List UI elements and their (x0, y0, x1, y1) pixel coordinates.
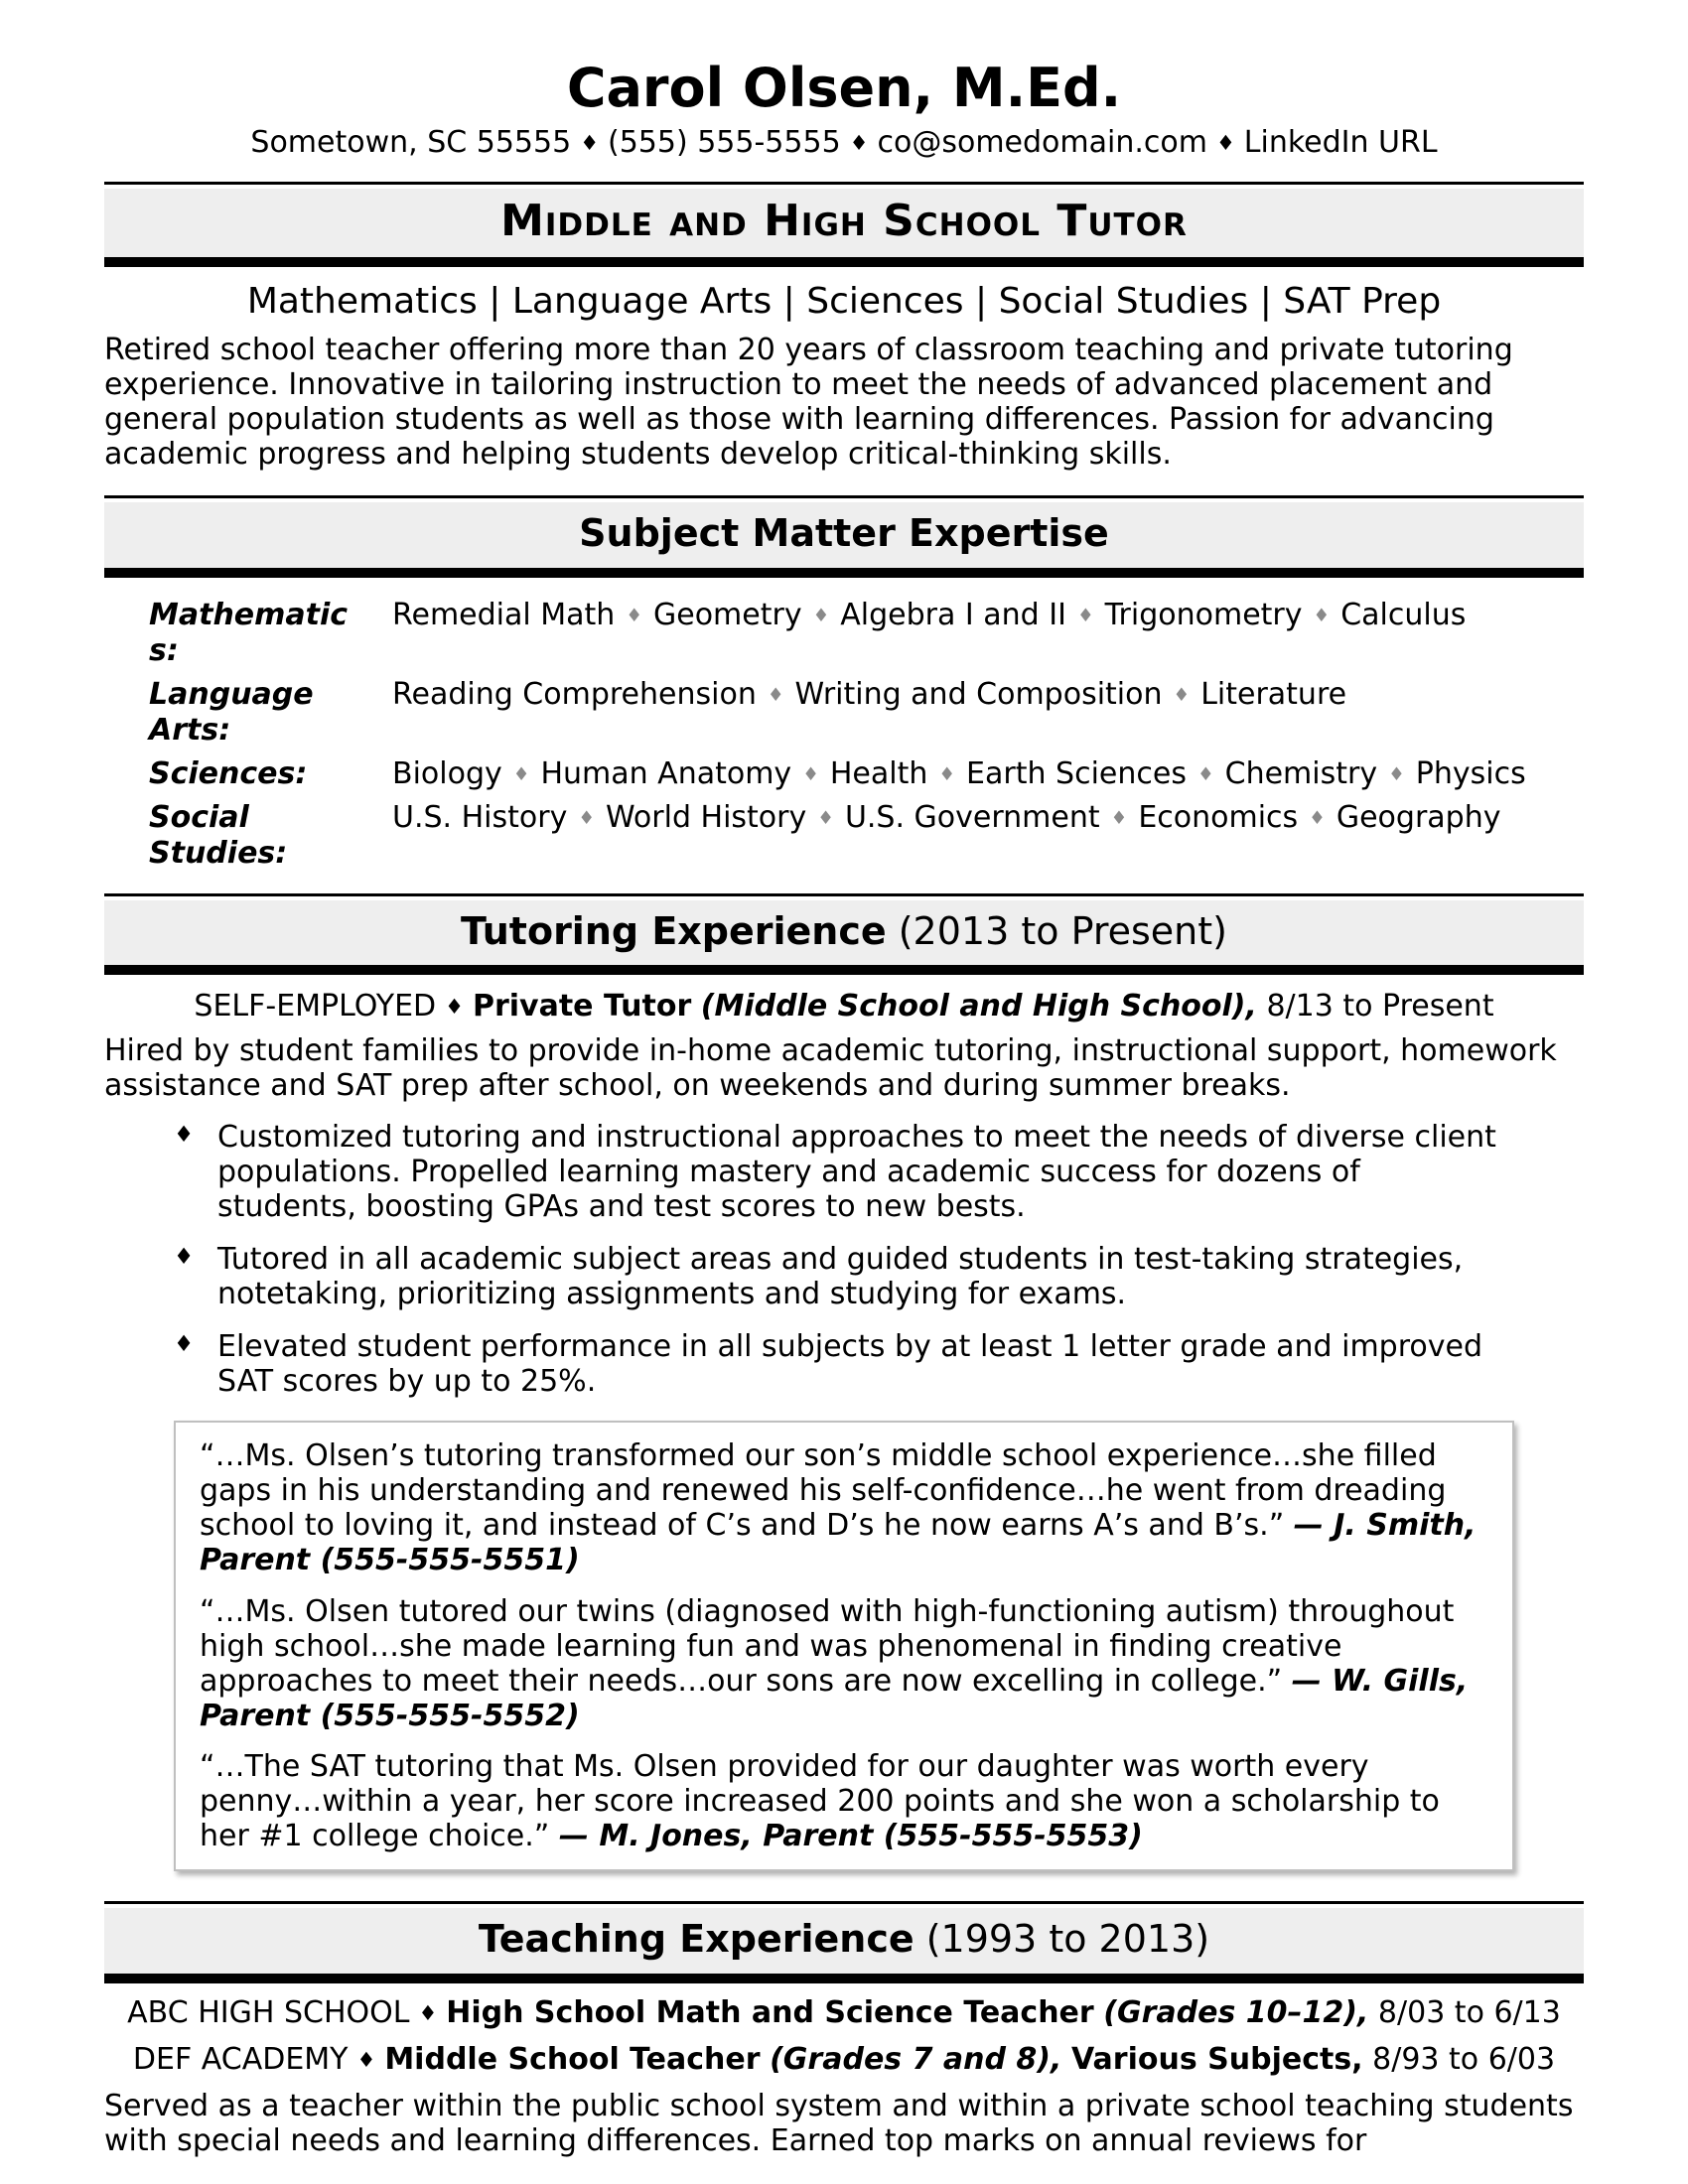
employer-name: DEF ACADEMY (132, 2041, 349, 2077)
diamond-bullet-icon: ♦ (174, 1121, 195, 1148)
bullet-item (174, 1329, 1584, 1399)
tutoring-heading (104, 900, 1584, 966)
expertise-item: Human Anatomy (540, 755, 792, 791)
job-grades: (Grades 7 and 8), (770, 2041, 1062, 2077)
expertise-item: Reading Comprehension (392, 676, 757, 712)
contact-email: co@somedomain.com (877, 125, 1207, 161)
testimonial-attribution: — M. Jones, Parent (555-555-5553) (558, 1819, 1143, 1854)
testimonial-attribution: — J. Smith, Parent (555-555-5551) (200, 1508, 1477, 1578)
diamond-icon: ♦ (1076, 605, 1094, 626)
job-grades: (Grades 10–12), (1103, 1994, 1369, 2030)
testimonial (200, 1438, 1488, 1577)
expertise-item: U.S. Government (844, 799, 1100, 835)
job-dates: 8/03 to 6/13 (1377, 1994, 1561, 2030)
expertise-values (392, 800, 1584, 872)
expertise-item: Literature (1200, 676, 1347, 712)
diamond-icon: ♦ (1196, 763, 1214, 785)
testimonial-quote: “…Ms. Olsen’s tutoring transformed our son’s middle school experience…she filled gaps in his understanding and renewed his self-confidence…he went from dreading school to loving it, and instead of C’s and D’s he now earns A’s and B’s.” (200, 1438, 1447, 1544)
expertise-label: Language Arts: (149, 676, 314, 748)
diamond-icon: ♦ (849, 131, 869, 156)
contact-location: Sometown, SC 55555 (250, 125, 572, 161)
section-heading-dates: (2013 to Present) (886, 908, 1227, 953)
tutoring-description: Hired by student families to provide in-home academic tutoring, instructional support, homework assistance and SAT prep after school, on weekends and during summer breaks. (104, 1033, 1557, 1104)
employer-name: ABC HIGH SCHOOL (127, 1994, 410, 2030)
tutoring-job-line (104, 989, 1584, 1024)
testimonial-quote: “…The SAT tutoring that Ms. Olsen provided for our daughter was worth every penny…within a year, her score increased 200 points and she won a scholarship to her #1 college choice.” (200, 1748, 1440, 1854)
subjects-line: Mathematics | Language Arts | Sciences | Social Studies | SAT Prep (246, 280, 1442, 322)
expertise-row (149, 756, 1584, 792)
expertise-values (392, 598, 1584, 669)
diamond-icon: ♦ (812, 605, 830, 626)
expertise-item: Chemistry (1224, 755, 1378, 791)
bullet-item (174, 1242, 1584, 1311)
diamond-icon: ♦ (767, 684, 784, 706)
diamond-icon: ♦ (445, 995, 464, 1020)
diamond-icon: ♦ (1173, 684, 1191, 706)
section-heading-text: Subject Matter Expertise (579, 511, 1109, 556)
title-band (104, 182, 1584, 267)
expertise-label: Sciences: (149, 755, 308, 791)
bullet-text: Tutored in all academic subject areas and guided students in test-taking strategies, notetaking, prioritizing assignments and studying for exams. (217, 1241, 1464, 1311)
job-title: Private Tutor (472, 989, 692, 1024)
teaching-heading (104, 1908, 1584, 1974)
expertise-item: U.S. History (392, 799, 568, 835)
diamond-icon: ♦ (580, 131, 600, 156)
tutoring-bullet-list (104, 1120, 1584, 1400)
expertise-table (149, 598, 1584, 872)
expertise-row (149, 598, 1584, 669)
job-subjects: Various Subjects, (1070, 2041, 1363, 2077)
expertise-item: Health (829, 755, 928, 791)
teaching-job-line (104, 2042, 1584, 2077)
expertise-item: Writing and Composition (794, 676, 1163, 712)
contact-phone: (555) 555-5555 (608, 125, 841, 161)
professional-title: Middle and High School Tutor (104, 189, 1584, 257)
diamond-icon: ♦ (1313, 605, 1331, 626)
diamond-icon: ♦ (938, 763, 956, 785)
diamond-bullet-icon: ♦ (174, 1331, 195, 1358)
bullet-text: Customized tutoring and instructional approaches to meet the needs of diverse client populations. Propelled learning mastery and academic success for dozens of students, boosting GPAs and test scores to new bests. (217, 1119, 1496, 1224)
expertise-band (104, 495, 1584, 578)
testimonial-attribution: — W. Gills, Parent (555-555-5552) (200, 1663, 1469, 1733)
job-dates: 8/13 to Present (1266, 989, 1494, 1024)
diamond-icon: ♦ (356, 2047, 376, 2072)
expertise-values (392, 756, 1584, 792)
expertise-values (392, 677, 1584, 749)
diamond-icon: ♦ (626, 605, 642, 626)
testimonial-quote: “…Ms. Olsen tutored our twins (diagnosed with high-functioning autism) throughout high school…she made learning fun and was phenomenal in finding creative approaches to meet their needs…our sons are now excelling in college.” (200, 1593, 1455, 1699)
expertise-item: Economics (1138, 799, 1299, 835)
job-dates: 8/93 to 6/03 (1372, 2041, 1556, 2077)
bullet-item (174, 1120, 1584, 1224)
diamond-icon: ♦ (1215, 131, 1235, 156)
expertise-item: Calculus (1340, 597, 1467, 632)
expertise-row (149, 800, 1584, 872)
expertise-item: Physics (1415, 755, 1526, 791)
expertise-label: Mathematics: (149, 597, 349, 668)
employer-name: SELF-EMPLOYED (194, 989, 437, 1024)
section-heading-text: Teaching Experience (478, 1917, 914, 1962)
expertise-item: World History (606, 799, 807, 835)
expertise-row (149, 677, 1584, 749)
section-heading-dates: (1993 to 2013) (914, 1917, 1210, 1962)
expertise-item: Earth Sciences (966, 755, 1187, 791)
expertise-item: Trigonometry (1104, 597, 1303, 632)
teaching-description: Served as a teacher within the public school system and within a private school teaching students with special needs and learning differences. Earned top marks on annual reviews for (104, 2088, 1574, 2159)
diamond-icon: ♦ (1388, 763, 1405, 785)
person-name: Carol Olsen, M.Ed. (566, 57, 1122, 119)
job-scope: (Middle School and High School), (700, 989, 1257, 1024)
teaching-job-line (104, 1995, 1584, 2030)
contact-linkedin: LinkedIn URL (1243, 125, 1438, 161)
summary-paragraph: Retired school teacher offering more than 20 years of classroom teaching and private tutoring experience. Innovative in tailoring instruction to meet the needs of advanced placement and general population students as well as those with learning differences. Passion for advancing academic progress and helping students develop critical-thinking skills. (104, 332, 1513, 473)
expertise-item: Geometry (652, 597, 802, 632)
diamond-icon: ♦ (817, 807, 834, 829)
diamond-icon: ♦ (1110, 807, 1128, 829)
diamond-icon: ♦ (1309, 807, 1326, 829)
expertise-item: Geography (1336, 799, 1501, 835)
diamond-icon: ♦ (578, 807, 596, 829)
job-title: Middle School Teacher (384, 2041, 761, 2077)
contact-line (104, 125, 1584, 160)
testimonial (200, 1749, 1488, 1853)
teaching-band (104, 1901, 1584, 1983)
expertise-label: Social Studies: (149, 799, 288, 871)
diamond-icon: ♦ (802, 763, 819, 785)
expertise-item: Biology (392, 755, 502, 791)
expertise-heading (104, 502, 1584, 568)
section-heading-text: Tutoring Experience (461, 908, 887, 953)
diamond-bullet-icon: ♦ (174, 1243, 195, 1270)
diamond-icon: ♦ (418, 2000, 438, 2025)
expertise-item: Remedial Math (392, 597, 616, 632)
teaching-job-list (104, 1995, 1584, 2077)
tutoring-band (104, 893, 1584, 976)
testimonials-box (174, 1421, 1514, 1871)
job-title: High School Math and Science Teacher (446, 1994, 1094, 2030)
expertise-item: Algebra I and II (840, 597, 1066, 632)
bullet-text: Elevated student performance in all subjects by at least 1 letter grade and improved SAT scores by up to 25%. (217, 1329, 1482, 1400)
diamond-icon: ♦ (512, 763, 530, 785)
testimonial (200, 1594, 1488, 1733)
